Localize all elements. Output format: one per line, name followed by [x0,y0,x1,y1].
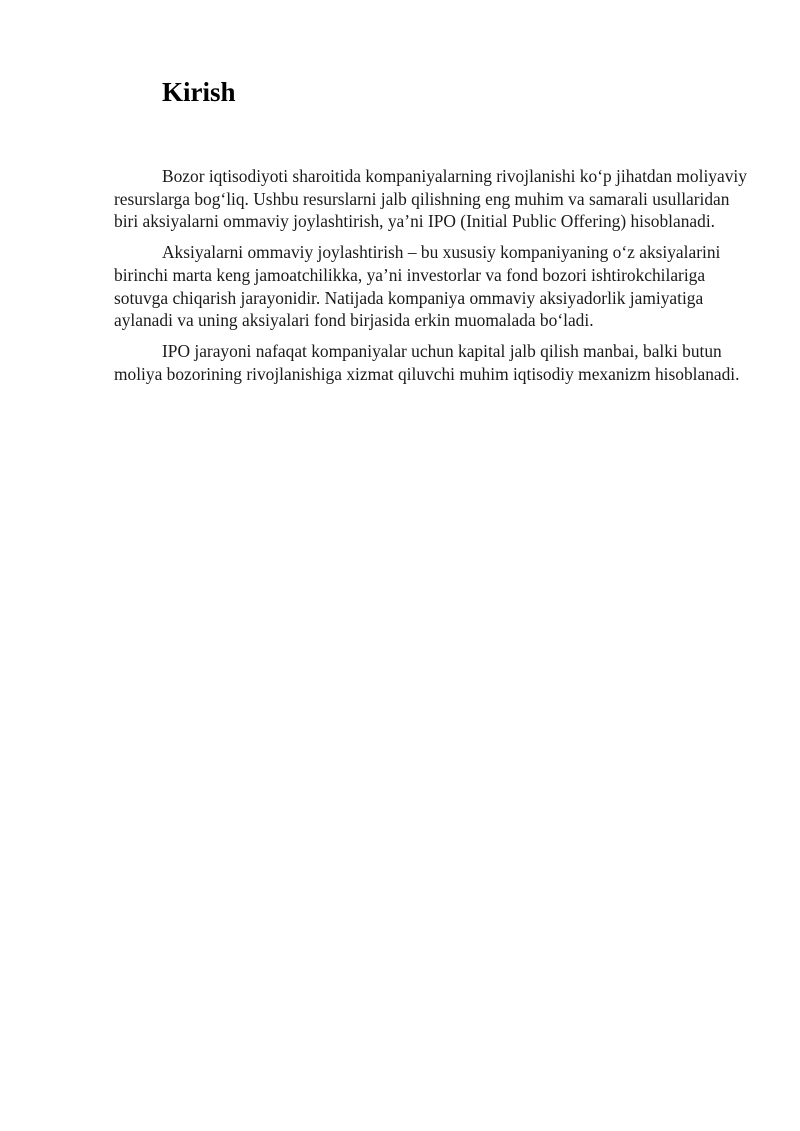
paragraph: Bozor iqtisodiyoti sharoitida kompaniyalarning rivojlanishi ko‘p jihatdan moliyaviy resurslarga bog‘liq. Ushbu resurslarni jalb qilishning eng muhim va samarali usullaridan biri aksiyalarni ommaviy joylashtirish, ya’ni IPO (Initial Public Offering) hisoblanadi. [114,166,747,232]
document-body [114,165,754,393]
paragraph: IPO jarayoni nafaqat kompaniyalar uchun kapital jalb qilish manbai, balki butun moliya bozorining rivojlanishiga xizmat qiluvchi muhim iqtisodiy mexanizm hisoblanadi. [114,340,740,384]
paragraph: Aksiyalarni ommaviy joylashtirish – bu xususiy kompaniyaning o‘z aksiyalarini birinchi marta keng jamoatchilikka, ya’ni investorlar va fond bozori ishtirokchilariga sotuvga chiqarish jarayonidir. Natijada kompaniya ommaviy aksiyadorlik jamiyatiga aylanadi va uning aksiyalari fond birjasida erkin muomalada bo‘ladi. [114,242,721,331]
section-heading: Kirish [162,77,236,107]
